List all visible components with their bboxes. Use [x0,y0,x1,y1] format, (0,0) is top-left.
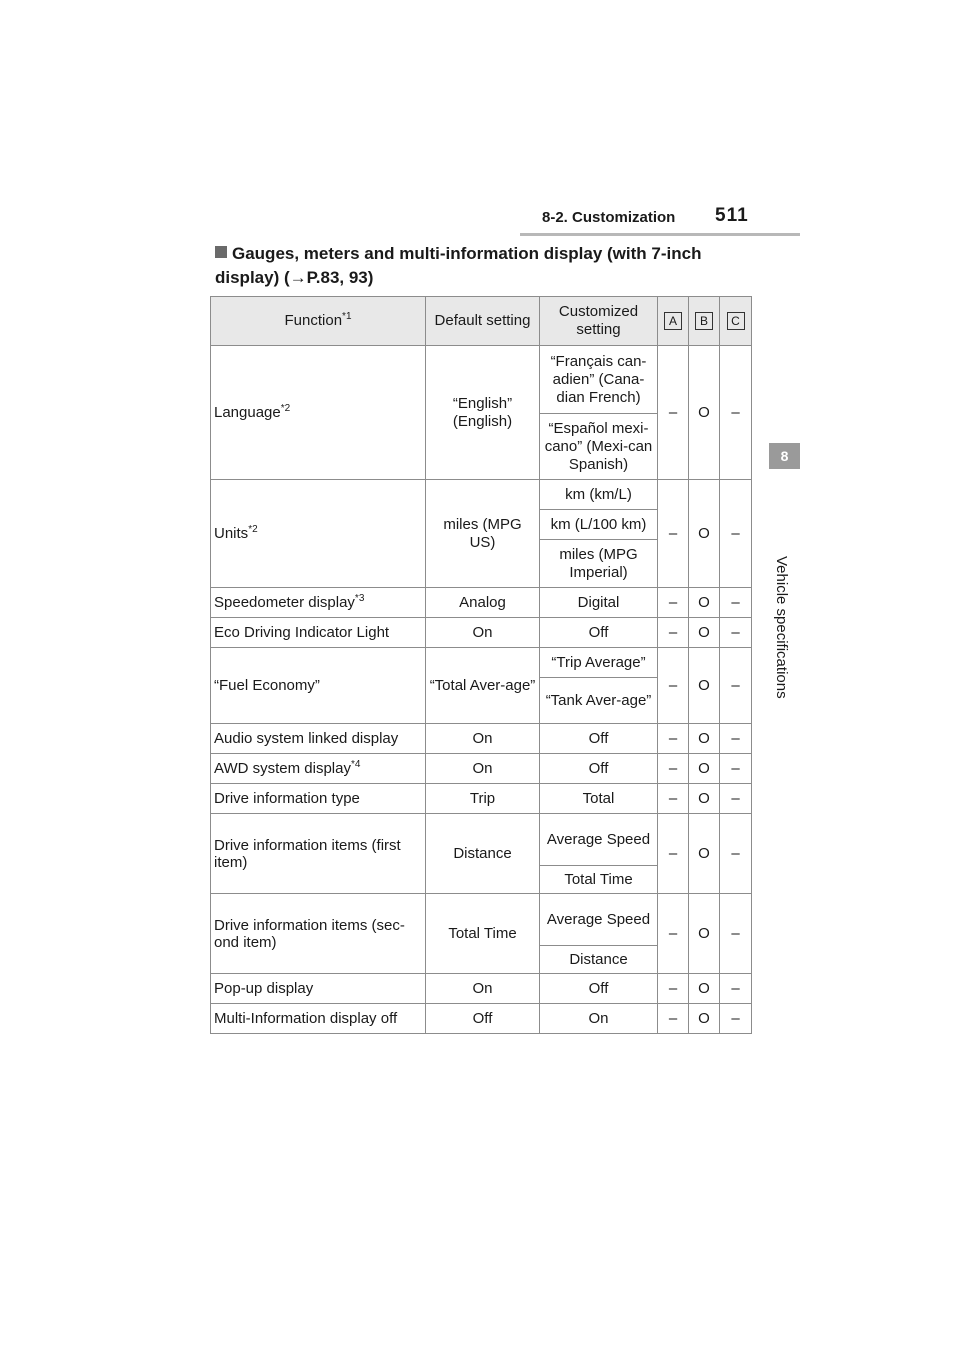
header-divider [520,233,800,236]
chapter-label-text: Vehicle specifications [773,556,790,699]
function-label: Drive information items (sec-ond item) [214,916,405,951]
header-c [720,297,752,346]
col-b-cell: O [689,1004,720,1034]
col-a-cell: – [658,648,689,724]
heading-line-1: Gauges, meters and multi-information display (with 7-inch [232,244,702,263]
custom-cell: Off [540,618,658,648]
function-label: Drive information items (first item) [214,836,401,871]
col-c-cell: – [720,894,752,974]
table-row [211,784,752,814]
default-cell: Trip [426,784,540,814]
footnote-ref: *4 [350,759,361,770]
default-cell: On [426,974,540,1004]
function-label: Audio system linked display [214,730,399,747]
col-b-cell: O [689,648,720,724]
col-b-cell: O [689,814,720,894]
default-cell: Off [426,1004,540,1034]
custom-cell: km (km/L) [540,480,658,510]
col-a-cell: – [658,784,689,814]
col-c-cell: – [720,754,752,784]
default-cell: On [426,724,540,754]
header-function: Function$^{*1}$ [211,297,426,346]
function-label: Drive information type [214,790,360,807]
table-row [211,724,752,754]
chapter-label [773,478,810,1038]
function-cell [211,618,426,648]
table-row [211,480,752,510]
custom-cell: Off [540,754,658,784]
table-row [211,974,752,1004]
heading-line-2: display) (→P.83, 93) [215,268,374,287]
custom-cell: Digital [540,588,658,618]
function-cell [211,588,426,618]
function-label: “Fuel Economy” [214,677,320,694]
default-cell: “English” (English) [426,346,540,480]
function-cell [211,648,426,724]
footnote-ref: *3 [354,593,365,604]
col-c-cell: – [720,784,752,814]
custom-cell: On [540,1004,658,1034]
section-title: 8-2. Customization [542,209,676,226]
default-cell: “Total Aver-age” [426,648,540,724]
customization-table [210,296,752,1034]
col-a-cell: – [658,754,689,784]
default-cell: Analog [426,588,540,618]
a-icon: A [664,312,682,330]
header-a [658,297,689,346]
c-icon: C [727,312,745,330]
custom-cell: km (L/100 km) [540,510,658,540]
custom-cell: Distance [540,946,658,974]
col-a-cell: – [658,618,689,648]
col-b-cell: O [689,974,720,1004]
col-b-cell: O [689,894,720,974]
col-a-cell: – [658,724,689,754]
table-row [211,814,752,866]
page-header [520,204,750,234]
col-b-cell: O [689,588,720,618]
custom-cell: “Trip Average” [540,648,658,678]
function-label: Units [214,525,249,542]
chapter-tab: 8 [769,443,800,469]
function-cell [211,894,426,974]
table-row [211,894,752,946]
col-a-cell: – [658,894,689,974]
table-row [211,588,752,618]
custom-cell: Off [540,724,658,754]
table-row [211,754,752,784]
col-b-cell: O [689,346,720,480]
function-cell [211,974,426,1004]
custom-cell: Average Speed [540,894,658,946]
col-b-cell: O [689,784,720,814]
header-b [689,297,720,346]
function-cell [211,814,426,894]
custom-cell: “Français can-adien” (Cana-dian French) [540,346,658,414]
header-default: Default setting [426,297,540,346]
default-cell: On [426,618,540,648]
col-c-cell: – [720,346,752,480]
default-cell: miles (MPG US) [426,480,540,588]
col-c-cell: – [720,974,752,1004]
col-a-cell: – [658,346,689,480]
function-cell [211,346,426,480]
function-cell [211,754,426,784]
custom-cell: Total Time [540,866,658,894]
function-label: Language [214,404,281,421]
col-c-cell: – [720,648,752,724]
function-cell [211,724,426,754]
function-label: AWD system display [214,760,351,777]
col-a-cell: – [658,1004,689,1034]
function-label: Speedometer display [214,594,355,611]
function-label: Multi-Information display off [214,1010,398,1027]
col-c-cell: – [720,1004,752,1034]
custom-cell: Off [540,974,658,1004]
col-a-cell: – [658,480,689,588]
table-row [211,1004,752,1034]
page-number: 511 [715,205,749,226]
function-cell [211,1004,426,1034]
custom-cell: “Español mexi-cano” (Mexi-can Spanish) [540,414,658,480]
function-label: Eco Driving Indicator Light [214,624,390,641]
custom-cell: Average Speed [540,814,658,866]
col-c-cell: – [720,724,752,754]
col-c-cell: – [720,618,752,648]
col-c-cell: – [720,480,752,588]
col-a-cell: – [658,974,689,1004]
custom-cell: “Tank Aver-age” [540,678,658,724]
function-cell [211,480,426,588]
col-c-cell: – [720,814,752,894]
header-customized: Customized setting [540,297,658,346]
default-cell: Distance [426,814,540,894]
footnote-ref: *2 [280,403,291,414]
default-cell: On [426,754,540,784]
table-row [211,346,752,414]
col-b-cell: O [689,480,720,588]
default-cell: Total Time [426,894,540,974]
col-a-cell: – [658,588,689,618]
table-row [211,618,752,648]
footnote-ref: *2 [248,524,258,535]
square-bullet-icon [215,246,227,258]
col-c-cell: – [720,588,752,618]
col-b-cell: O [689,724,720,754]
col-b-cell: O [689,754,720,784]
custom-cell: Total [540,784,658,814]
table-row [211,648,752,678]
function-cell [211,784,426,814]
table-header-row [211,297,752,346]
col-b-cell: O [689,618,720,648]
custom-cell: miles (MPG Imperial) [540,540,658,588]
function-label: Pop-up display [214,980,314,997]
col-a-cell: – [658,814,689,894]
b-icon: B [695,312,713,330]
